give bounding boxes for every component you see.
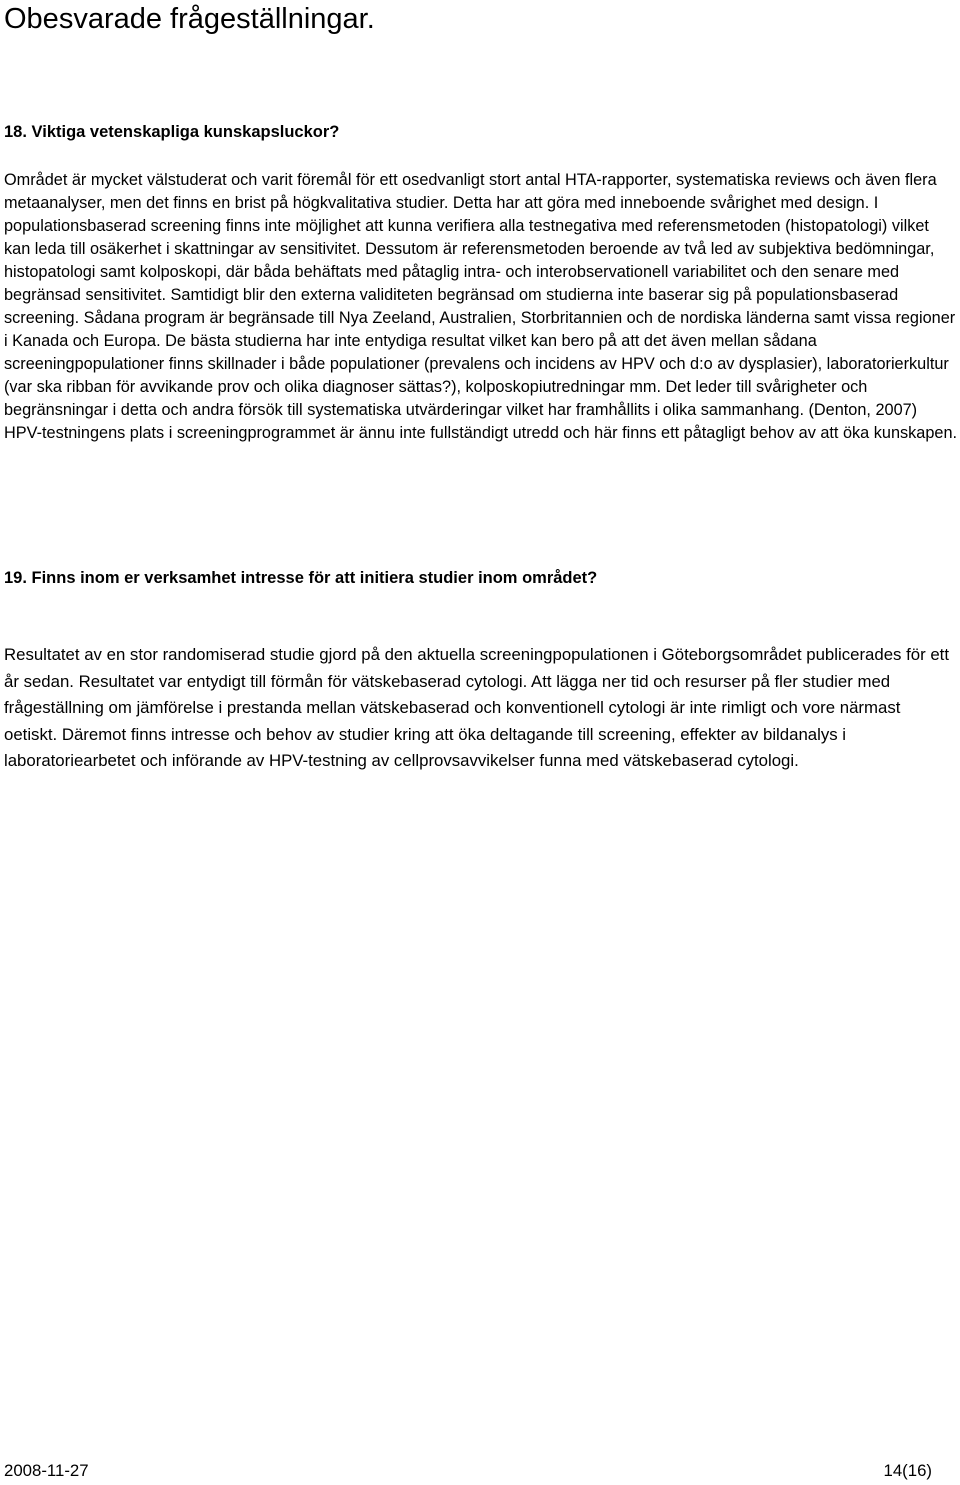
section-body-19: Resultatet av en stor randomiserad studie gjord på den aktuella screeningpopulationen i Göteborgsområdet publicerades för ett år sedan. Resultatet var entydigt till förmån för vätskebaserad cytologi. Att lägga ner tid och resurser på fler studier med frågeställning om jämförelse i prestanda mellan vätskebaserad och konventionell cytologi är inte rimligt och vore närmast oetiskt. Däremot finns intresse och behov av studier kring att öka deltagande till screening, effekter av bildanalys i laboratoriearbetet och införande av HPV-testning av cellprovsavvikelser funna med vätskebaserad cytologi. (4, 645, 949, 771)
section-heading-18: 18. Viktiga vetenskapliga kunskapsluckor? (4, 123, 340, 141)
section-body-18: Området är mycket välstuderat och varit föremål för ett osedvanligt stort antal HTA-rapporter, systematiska reviews och även flera metaanalyser, men det finns en brist på högkvalitativa studier. Detta har att göra med inneboende svårighet med design. I populationsbaserad screening finns inte möjlighet att kunna verifiera alla testnegativa med referensmetoden (histopatologi) vilket kan leda till osäkerhet i skattningar av sensitivitet. Dessutom är referensmetoden beroende av två led av subjektiva bedömningar, histopatologi samt kolposkopi, där båda behäftats med påtaglig intra- och interobservationell variabilitet och den senare med begränsad sensitivitet. Samtidigt blir den externa validiteten begränsad om studierna inte baserar sig på populationsbaserad screening. Sådana program är begränsade till Nya Zeeland, Australien, Storbritannien och de nordiska länderna samt vissa regioner i Kanada och Europa. De bästa studierna har inte entydiga resultat vilket kan bero på att det även mellan sådana screeningpopulationer finns skillnader i både populationer (prevalens och incidens av HPV och d:o av dysplasier), laboratorierkultur (var ska ribban för avvikande prov och olika diagnoser sättas?), kolposkopiutredningar mm. Det leder till svårigheter och begränsningar i detta och andra försök till systematiska utvärderingar vilket har framhållits i olika sammanhang. (Denton, 2007) HPV-testningens plats i screeningprogrammet är ännu inte fullständigt utredd och här finns ett påtagligt behov av att öka kunskapen. (4, 171, 958, 442)
footer-page-number: 14(16) (883, 1461, 932, 1480)
section-heading-19: 19. Finns inom er verksamhet intresse för att initiera studier inom området? (4, 569, 598, 587)
footer-date: 2008-11-27 (4, 1461, 89, 1480)
page-title: Obesvarade frågeställningar. (4, 3, 375, 35)
page-footer (4, 1459, 932, 1483)
